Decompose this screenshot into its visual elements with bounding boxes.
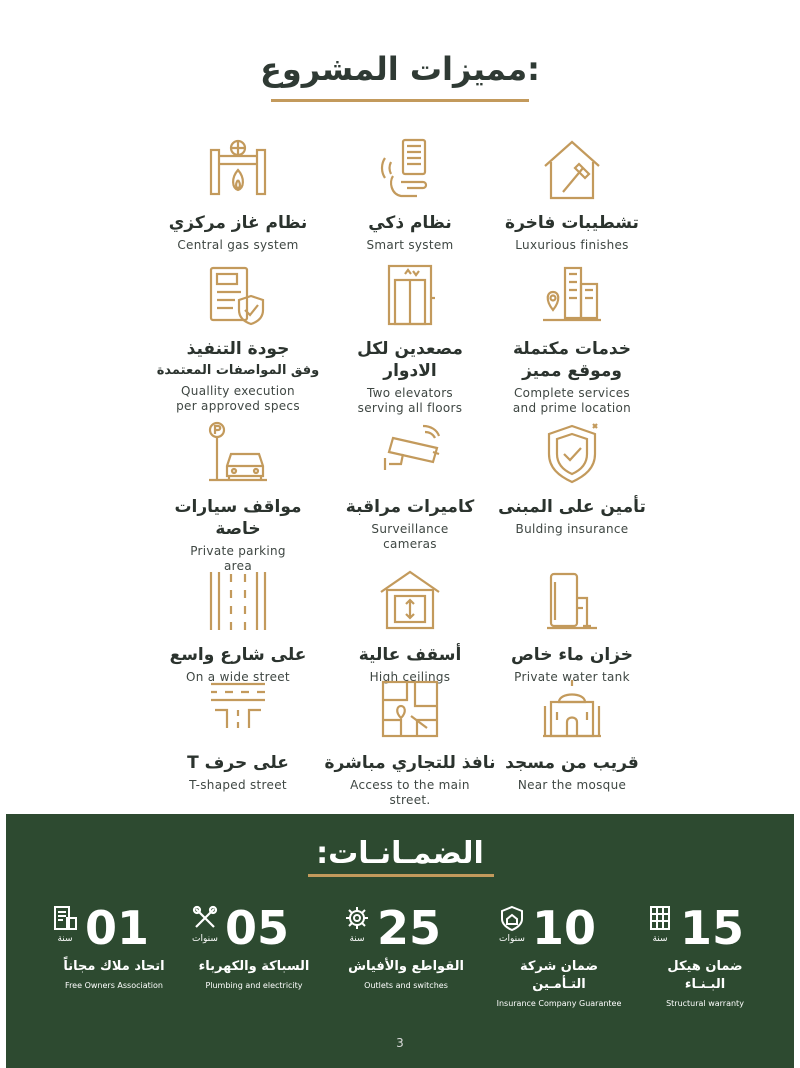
- feature-en-label: Two elevators serving all floors: [357, 386, 463, 415]
- feature-ar-label: مواقف سيارات خاصة: [174, 497, 302, 539]
- guarantee-years: 10: [532, 901, 597, 955]
- feature-en-label: Bulding insurance: [515, 522, 629, 536]
- feature-en-label: Access to the main street.: [350, 778, 470, 807]
- security-camera-icon: [377, 420, 443, 486]
- feature-ar-label: نظام غاز مركزي: [168, 213, 308, 233]
- guarantee-en-label: Plumbing and electricity: [205, 981, 303, 990]
- title-underline: [271, 99, 529, 102]
- guarantee-ar-label: السباكة والكهرباء: [198, 959, 310, 974]
- feature-en-label: Quallity execution per approved specs: [176, 384, 300, 413]
- quality-check-icon: [205, 262, 271, 328]
- guarantee-unit: سنة: [57, 934, 73, 944]
- feature-quality-execution: [143, 262, 333, 414]
- guarantee-unit: سنة: [349, 934, 365, 944]
- gas-pipe-icon: [205, 136, 271, 202]
- city-location-icon: [539, 262, 605, 328]
- page-number: 3: [396, 1036, 404, 1050]
- feature-ar-label: نافذ للتجاري مباشرة: [324, 753, 496, 773]
- feature-ar-label: خدمات مكتملة وموقع مميز: [513, 339, 631, 381]
- feature-en-label: Complete services and prime location: [512, 386, 632, 415]
- feature-ar-label: على شارع واسع: [169, 645, 307, 665]
- structure-icon: [646, 904, 674, 932]
- water-tank-icon: [539, 568, 605, 634]
- feature-en-label: Luxurious finishes: [515, 238, 629, 252]
- feature-en-label: Smart system: [366, 238, 454, 252]
- smart-lock-icon: [377, 136, 443, 202]
- shield-check-icon: [539, 420, 605, 486]
- guarantee-en-label: Insurance Company Guarantee: [496, 999, 622, 1008]
- guarantee-en-label: Outlets and switches: [364, 981, 448, 990]
- guarantee-years: 25: [377, 901, 442, 955]
- feature-near-mosque: [477, 676, 667, 793]
- feature-en-label: On a wide street: [186, 670, 290, 684]
- feature-ar-label: قريب من مسجد: [505, 753, 639, 773]
- features-title: مميزات المشروع:: [260, 50, 540, 88]
- feature-ar-label: كاميرات مراقبة: [345, 497, 475, 517]
- guarantee-ar-label: القواطع والأفياش: [348, 959, 464, 974]
- feature-en-label: Near the mosque: [517, 778, 627, 792]
- feature-en-label: High ceilings: [369, 670, 451, 684]
- guarantee-ar-label: اتحاد ملاك مجاناً: [63, 959, 165, 974]
- shield-house-icon: [498, 904, 526, 932]
- feature-en-label: Private parking area: [190, 544, 286, 573]
- feature-private-parking: [143, 420, 333, 574]
- feature-t-street: [143, 676, 333, 793]
- feature-ar-label: تشطيبات فاخرة: [505, 213, 639, 233]
- road-icon: [205, 568, 271, 634]
- parking-car-icon: [205, 420, 271, 486]
- guarantee-unit: سنة: [652, 934, 668, 944]
- guarantee-ar-label: ضمان هيكل البـنـاء: [667, 959, 743, 992]
- building-doc-icon: [51, 904, 79, 932]
- guarantee-structural: [630, 902, 780, 1010]
- feature-water-tank: [477, 568, 667, 685]
- feature-ar-label: جودة التنفيذ: [186, 339, 290, 359]
- feature-services-location: [477, 262, 667, 416]
- guarantee-unit: سنوات: [192, 934, 218, 944]
- guarantee-years: 15: [680, 901, 745, 955]
- elevator-icon: [377, 262, 443, 328]
- feature-ar-label: مصعدين لكل الادوار: [357, 339, 463, 381]
- mosque-icon: [539, 676, 605, 742]
- feature-ar-label: نظام ذكي: [368, 213, 452, 233]
- guarantee-plumbing-electricity: [179, 902, 329, 992]
- guarantee-outlets-switches: [331, 902, 481, 992]
- feature-en-label: Private water tank: [514, 670, 630, 684]
- feature-en-label: Central gas system: [177, 238, 299, 252]
- guarantee-unit: سنوات: [499, 934, 525, 944]
- guarantee-years: 01: [85, 901, 150, 955]
- feature-ar-label: على حرف T: [187, 753, 289, 773]
- gear-icon: [343, 904, 371, 932]
- guarantees-title: الضمـانـات:: [316, 836, 484, 871]
- feature-ar-sublabel: وفق المواصفات المعتمدة: [156, 363, 320, 378]
- feature-building-insurance: [477, 420, 667, 537]
- feature-ar-label: خزان ماء خاص: [510, 645, 634, 665]
- guarantees-underline: [308, 874, 494, 877]
- guarantee-owners-association: [39, 902, 189, 992]
- guarantees-section: [6, 814, 794, 1068]
- guarantee-en-label: Structural warranty: [666, 999, 744, 1008]
- guarantee-years: 05: [225, 901, 290, 955]
- feature-en-label: T-shaped street: [189, 778, 287, 792]
- house-paint-icon: [539, 136, 605, 202]
- tools-icon: [191, 904, 219, 932]
- guarantee-en-label: Free Owners Association: [65, 981, 163, 990]
- high-ceiling-icon: [377, 568, 443, 634]
- feature-ar-label: تأمين على المبنى: [498, 497, 646, 517]
- feature-en-label: Surveillance cameras: [371, 522, 449, 551]
- map-access-icon: [377, 676, 443, 742]
- guarantee-ar-label: ضمان شركة التـأمـين: [519, 959, 599, 992]
- feature-luxurious-finishes: [477, 136, 667, 253]
- t-street-icon: [205, 676, 271, 742]
- feature-central-gas: [143, 136, 333, 253]
- feature-ar-label: أسقف عالية: [358, 645, 462, 665]
- guarantee-insurance-company: [484, 902, 634, 1010]
- feature-wide-street: [143, 568, 333, 685]
